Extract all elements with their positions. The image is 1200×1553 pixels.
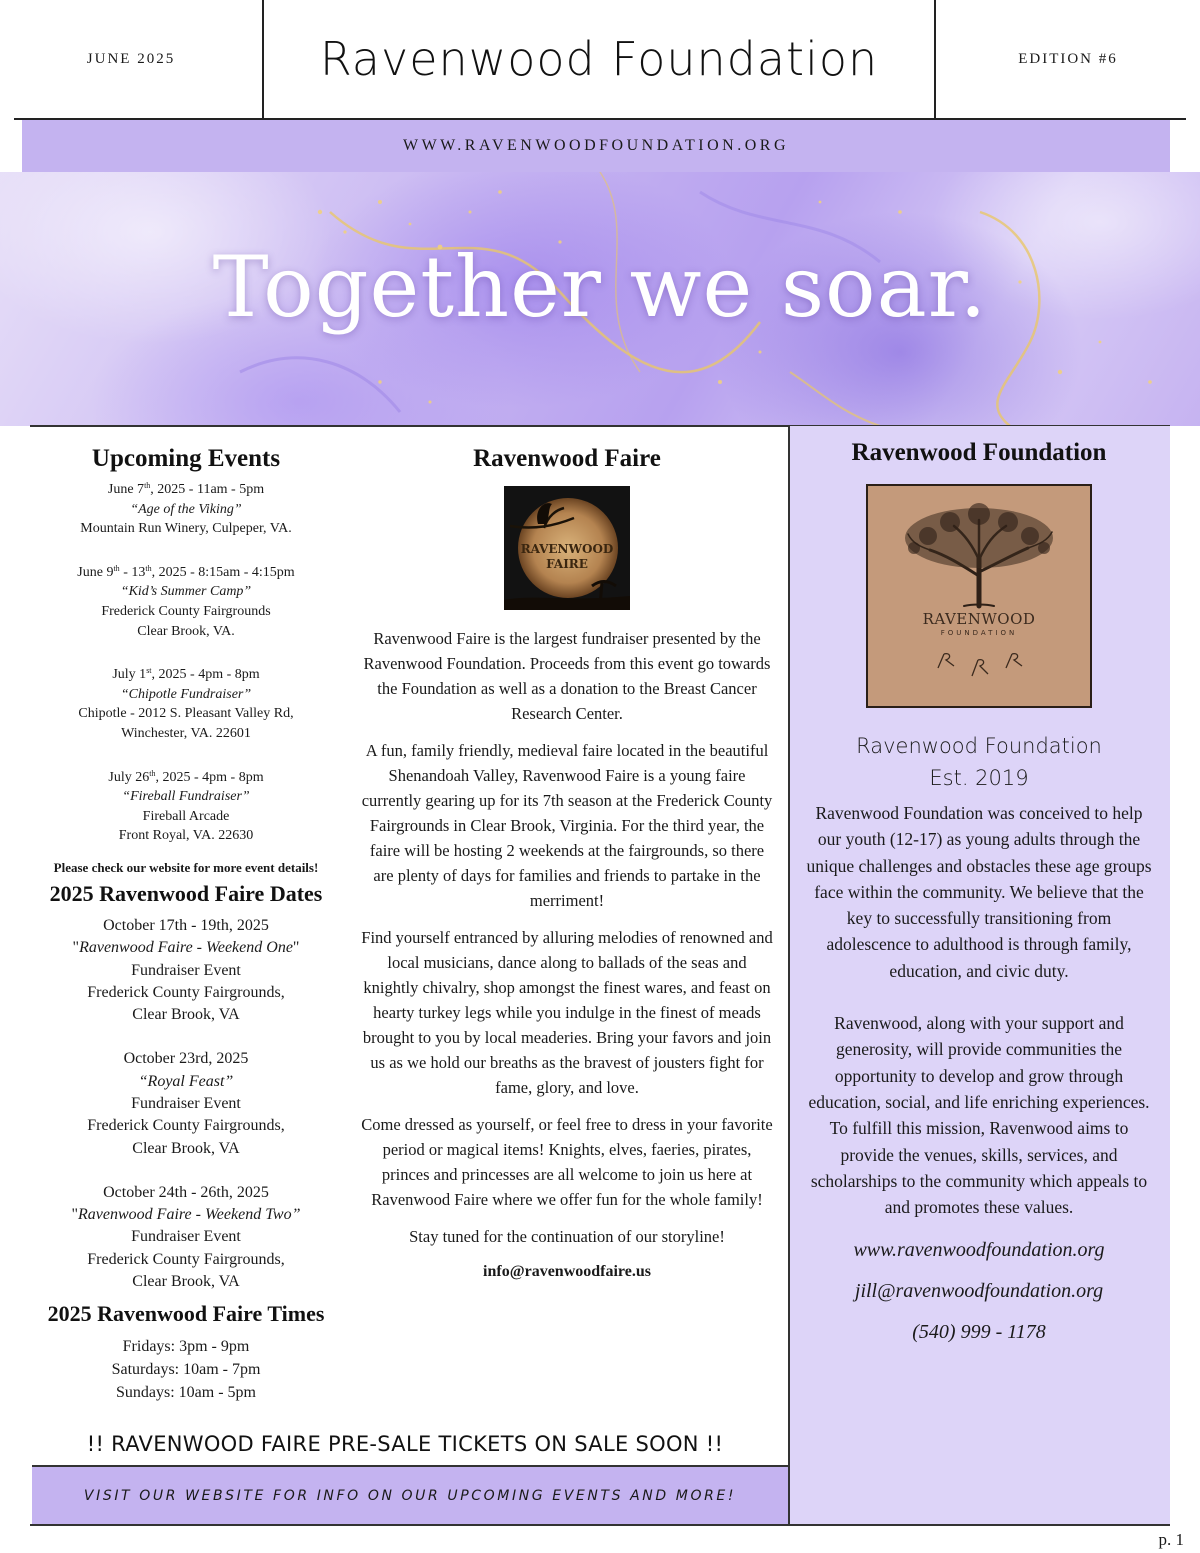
issue-date: JUNE 2025 <box>86 50 176 67</box>
faire-email-link[interactable]: info@ravenwoodfaire.us <box>483 1263 651 1280</box>
faire-paragraph: A fun, family friendly, medieval faire located in the beautiful Shenandoah Valley, Ravenwood Faire is a young faire currently gearing up for its 7th season at the Frederick County Fairgrounds in Clear Brook, Virginia. For the third year, the faire will be hosting 2 weekends at the fairgrounds, so there are plenty of days for families and friends to partake in the merriment! <box>361 741 773 910</box>
event-location: Mountain Run Winery, Culpeper, VA. <box>80 521 292 537</box>
event-title: “Fireball Fundraiser” <box>122 789 250 805</box>
foundation-website-link[interactable]: www.ravenwoodfoundation.org <box>853 1239 1105 1262</box>
left-column <box>30 442 342 1404</box>
foundation-contacts <box>806 1230 1152 1353</box>
faire-times-heading: 2025 Ravenwood Faire Times <box>47 1301 325 1327</box>
faire-time-saturday: Saturdays: 10am - 7pm <box>111 1361 261 1379</box>
ravenwood-foundation-logo <box>866 484 1092 708</box>
faire-date: October 23rd, 2025 <box>123 1050 249 1068</box>
event-date: June 9th - 13th, 2025 - 8:15am - 4:15pm <box>77 563 295 580</box>
ravenwood-faire-logo <box>504 486 630 610</box>
faire-date-item <box>30 1048 342 1159</box>
faire-paragraph: Stay tuned for the continuation of our storyline! <box>409 1227 725 1246</box>
faire-date-item <box>30 1182 342 1293</box>
presale-announcement: !! RAVENWOOD FAIRE PRE-SALE TICKETS ON SALE SOON !! <box>86 1432 724 1456</box>
foundation-logo-text: RAVENWOOD <box>922 610 1036 628</box>
faire-date-name: "Ravenwood Faire - Weekend One" <box>72 939 300 957</box>
foundation-logo-subtext: FOUNDATION <box>940 629 1018 637</box>
website-banner[interactable]: WWW.RAVENWOODFOUNDATION.ORG <box>22 120 1170 172</box>
faire-date-type: Fundraiser Event <box>131 1228 241 1246</box>
faire-date-place: Frederick County Fairgrounds, <box>87 1117 285 1135</box>
event-location: Frederick County Fairgrounds <box>101 603 271 619</box>
faire-date-name: “Royal Feast” <box>138 1072 234 1090</box>
faire-dates-list <box>30 915 342 1293</box>
faire-date-city: Clear Brook, VA <box>132 1139 240 1157</box>
faire-logo-subtext: FAIRE <box>546 557 588 571</box>
faire-date: October 24th - 26th, 2025 <box>103 1183 269 1201</box>
faire-paragraph: Find yourself entranced by alluring melodies of renowned and local musicians, dance along to ballads of the seas and knightly chivalry, shop amongst the finest wares, and feast on hearty turkey legs while you indulge in the finest of meads brought to you by local meaderies. Bring your favors and join us as we hold our breaths as the bravest of jousters fight for fame, glory, and love. <box>361 928 773 1097</box>
event-city: Clear Brook, VA. <box>137 623 235 639</box>
middle-column <box>360 442 774 1281</box>
faire-date-city: Clear Brook, VA <box>132 1273 240 1291</box>
foundation-email-link[interactable]: jill@ravenwoodfoundation.org <box>854 1280 1104 1303</box>
faire-logo-text: RAVENWOOD <box>520 542 614 556</box>
event-city: Winchester, VA. 22601 <box>121 725 251 741</box>
right-column <box>806 436 1152 1353</box>
faire-date-item <box>30 915 342 1026</box>
foundation-paragraph: Ravenwood Foundation was conceived to help our youth (12-17) as young adults through the unique challenges and obstacles these age groups face within the community. We believe that the key to successfully transitioning from adolescence to adulthood is through family, education, and civic duty. <box>806 803 1152 981</box>
event-title: “Kid’s Summer Camp” <box>120 584 252 600</box>
faire-date-place: Frederick County Fairgrounds, <box>87 983 285 1001</box>
edition-number: EDITION #6 <box>1018 50 1118 67</box>
faire-date-city: Clear Brook, VA <box>132 1006 240 1024</box>
event-title: “Age of the Viking” <box>130 501 242 517</box>
event-title: “Chipotle Fundraiser” <box>120 686 252 702</box>
foundation-name: Ravenwood Foundation <box>856 734 1102 758</box>
event-date: July 26th, 2025 - 4pm - 8pm <box>108 768 264 785</box>
page-number: p. 1 <box>1158 1530 1184 1549</box>
event-location: Chipotle - 2012 S. Pleasant Valley Rd, <box>78 706 294 722</box>
foundation-paragraph: Ravenwood, along with your support and generosity, will provide communities the opportunity to develop and grow through education, social, and life enriching experiences. To fulfill this mission, Ravenwood aims to provide the venues, skills, services, and scholarships to the community which appeals to and promotes these values. <box>808 1013 1150 1218</box>
hero-banner <box>0 172 1200 426</box>
faire-times-list <box>30 1335 342 1404</box>
event-date: June 7th, 2025 - 11am - 5pm <box>107 481 265 497</box>
faire-time-friday: Fridays: 3pm - 9pm <box>122 1338 250 1356</box>
event-item <box>30 559 342 641</box>
faire-time-sunday: Sundays: 10am - 5pm <box>116 1384 256 1402</box>
event-location: Fireball Arcade <box>142 808 230 824</box>
upcoming-events-heading: Upcoming Events <box>91 445 281 472</box>
faire-date-type: Fundraiser Event <box>131 961 241 979</box>
foundation-heading: Ravenwood Foundation <box>851 439 1107 466</box>
event-item <box>30 764 342 846</box>
faire-paragraph: Come dressed as yourself, or feel free to dress in your favorite period or magical items! Knights, elves, faeries, pirates, princes and princesses are all welcome to join us here at Ravenwood Faire where we offer fun for the whole family! <box>361 1115 773 1209</box>
faire-date-name: "Ravenwood Faire - Weekend Two” <box>71 1206 301 1224</box>
faire-date: October 17th - 19th, 2025 <box>103 916 269 934</box>
hero-tagline: Together we soar. <box>212 238 988 336</box>
bottom-divider <box>30 1524 1170 1526</box>
faire-date-place: Frederick County Fairgrounds, <box>87 1250 285 1268</box>
visit-website-banner[interactable]: VISIT OUR WEBSITE FOR INFO ON OUR UPCOMING EVENTS AND MORE! <box>32 1465 788 1525</box>
newsletter-title: Ravenwood Foundation <box>262 0 936 118</box>
event-item <box>30 661 342 743</box>
website-note: Please check our website for more event details! <box>53 859 319 875</box>
event-item <box>30 476 342 539</box>
faire-dates-heading: 2025 Ravenwood Faire Dates <box>49 880 323 906</box>
masthead <box>0 0 1200 120</box>
faire-date-type: Fundraiser Event <box>131 1094 241 1112</box>
bird-icons <box>868 640 1090 710</box>
foundation-phone[interactable]: (540) 999 - 1178 <box>912 1321 1046 1344</box>
ravenwood-faire-heading: Ravenwood Faire <box>473 445 661 472</box>
event-date: July 1st, 2025 - 4pm - 8pm <box>112 666 260 683</box>
faire-paragraph: Ravenwood Faire is the largest fundraiser presented by the Ravenwood Foundation. Proceeds from this event go towards the Foundation as well as a donation to the Breast Cancer Research Center. <box>363 629 771 723</box>
foundation-established: Est. 2019 <box>929 766 1029 790</box>
event-city: Front Royal, VA. 22630 <box>118 828 254 844</box>
